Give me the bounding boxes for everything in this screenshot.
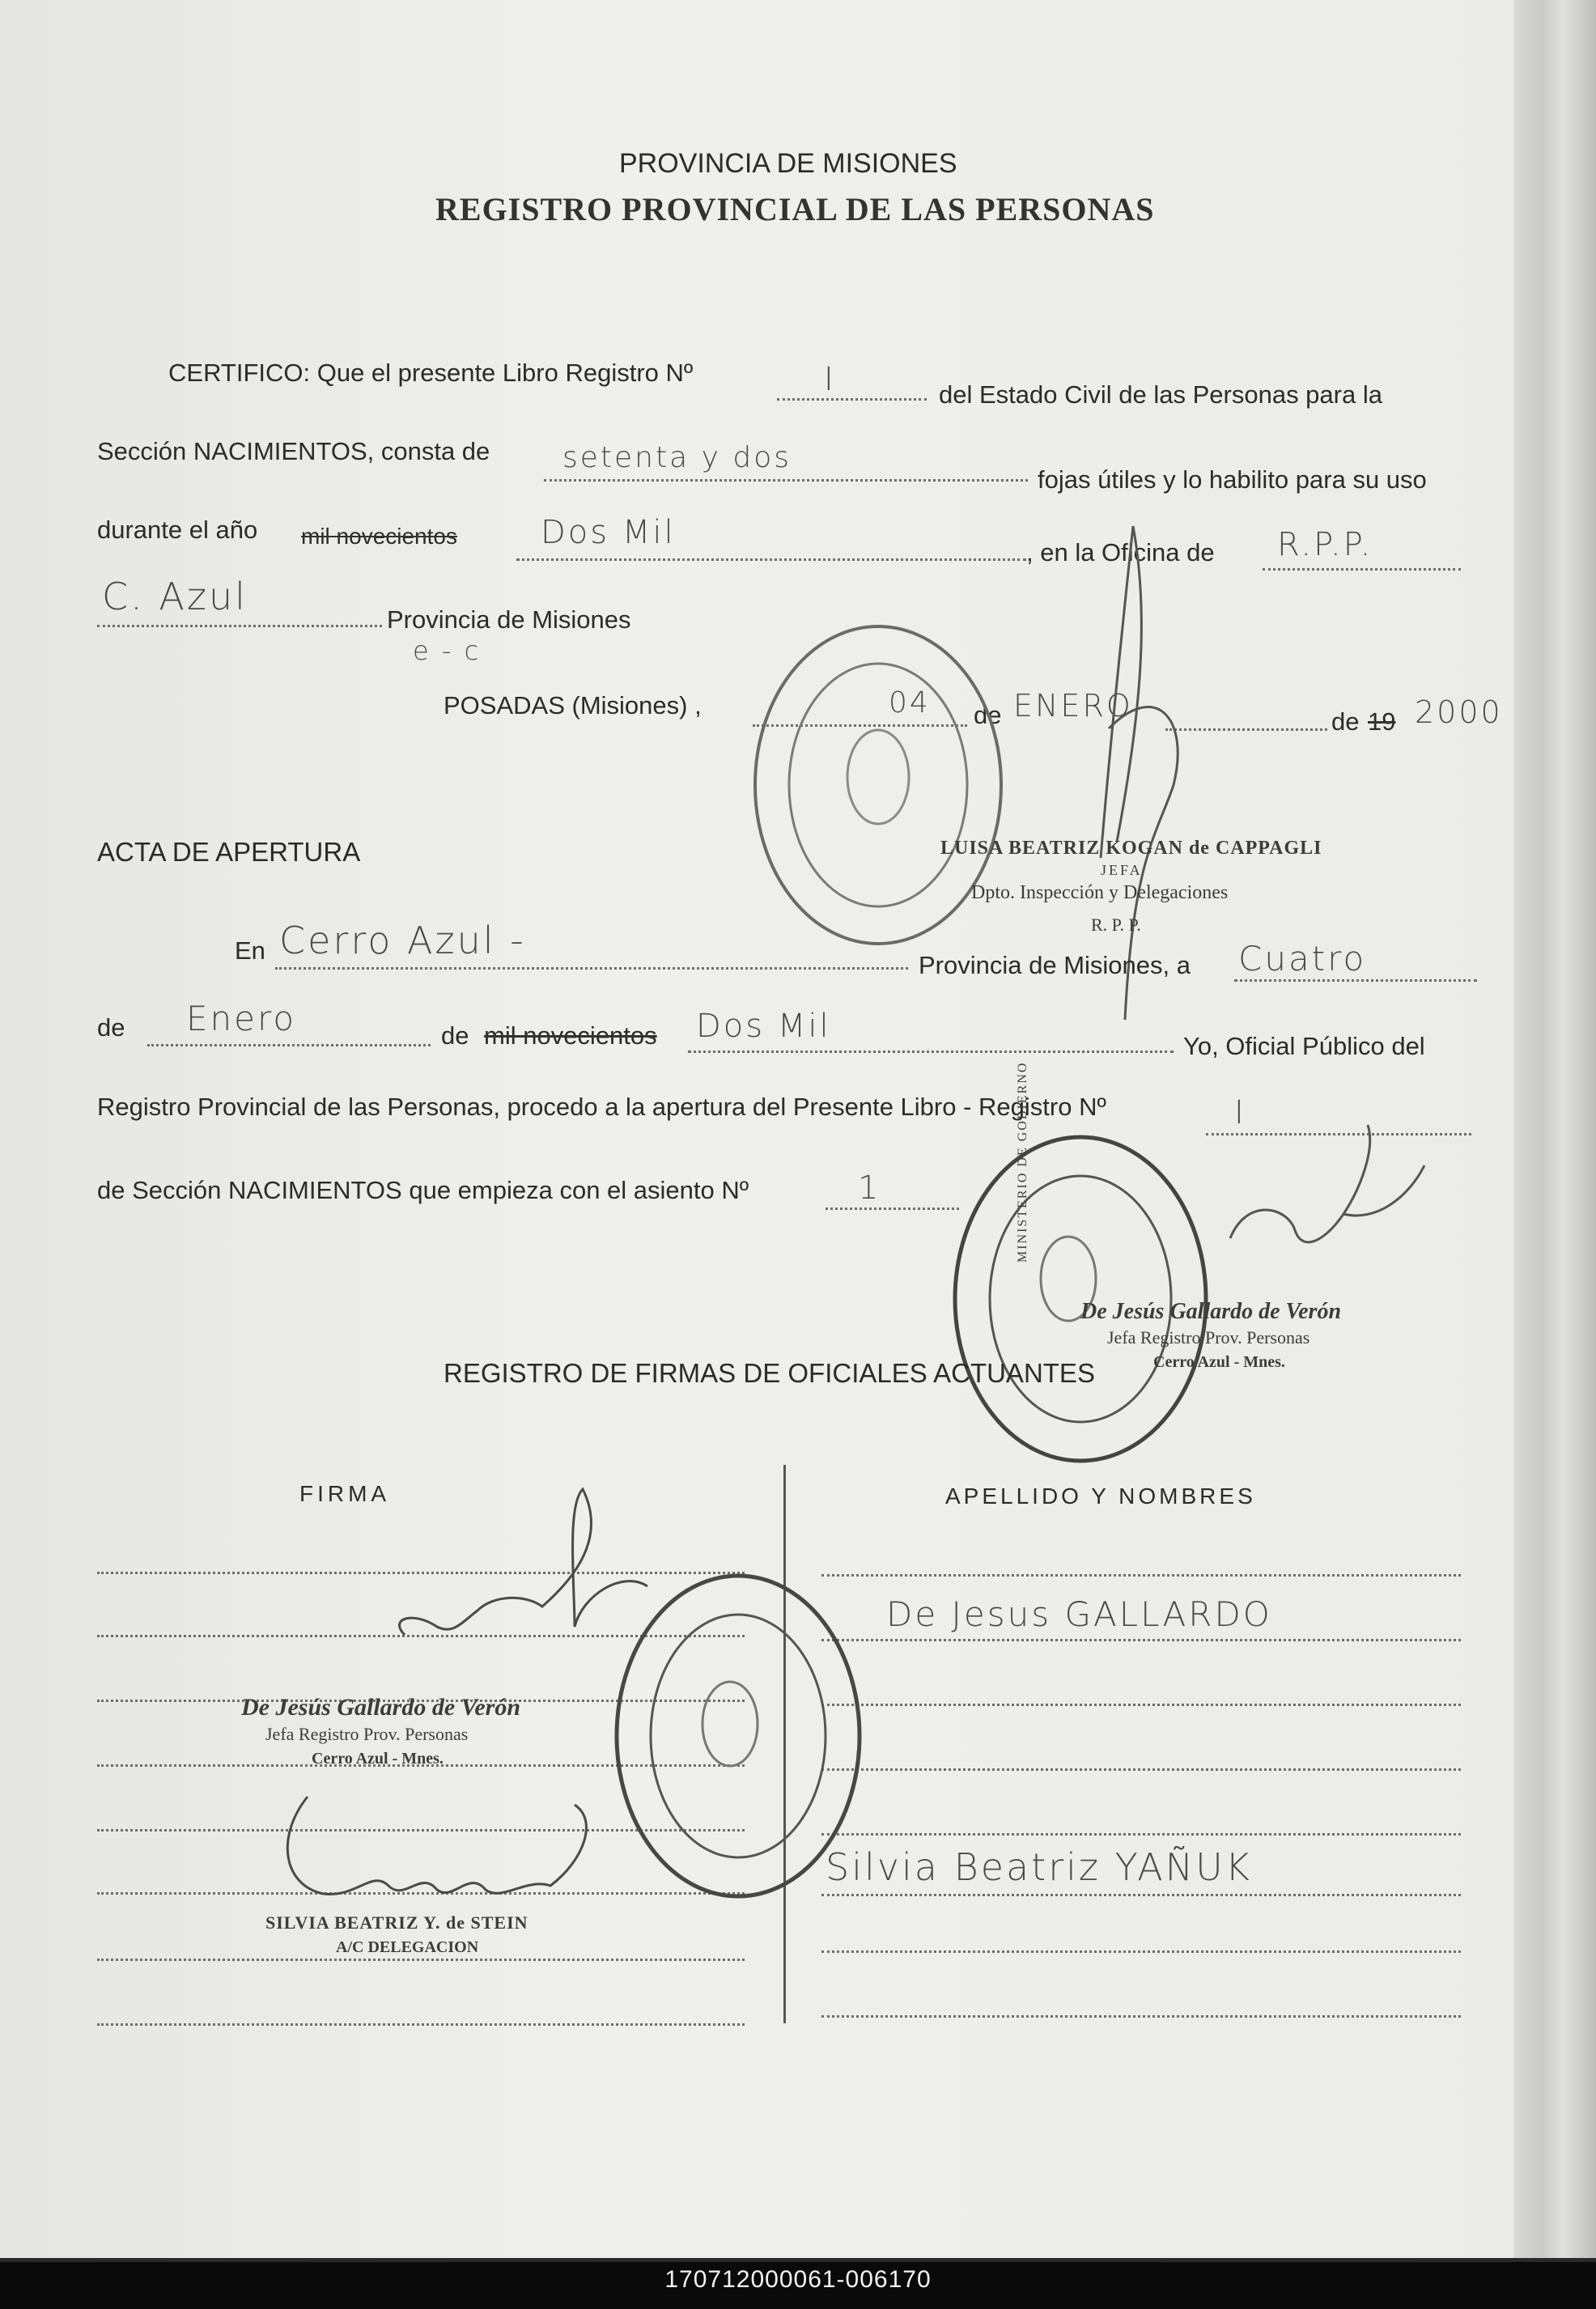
stein-stamp-role: A/C DELEGACION	[336, 1938, 479, 1956]
cert-office: R.P.P.	[1277, 526, 1373, 563]
opening-dotline	[1234, 979, 1477, 982]
date-year: 2000	[1415, 694, 1503, 730]
opening-dotline	[147, 1044, 431, 1046]
signature-scribble-2	[1214, 1117, 1457, 1295]
name-row-line	[821, 1833, 1461, 1836]
cert-line4-b: Provincia de Misiones	[387, 605, 631, 634]
opening-dotline	[688, 1051, 1174, 1053]
opening-entry-number: 1	[858, 1169, 881, 1207]
date-de-2: de	[1331, 707, 1360, 736]
column-apellido-nombres: APELLIDO Y NOMBRES	[945, 1483, 1256, 1509]
kogan-stamp-role: JEFA	[1101, 862, 1143, 878]
image-code: 170712000061-006170	[664, 2266, 932, 2293]
opening-day-word: Cuatro	[1238, 939, 1367, 978]
opening-dotline	[275, 967, 908, 970]
header-province: PROVINCIA DE MISIONES	[619, 148, 957, 179]
gallardo-stamp-role: Jefa Registro Prov. Personas	[1107, 1327, 1310, 1348]
kogan-stamp-dept: Dpto. Inspección y Delegaciones	[971, 882, 1229, 903]
opening-l1-b: Provincia de Misiones, a	[919, 951, 1191, 979]
opening-l2-a: de	[97, 1013, 125, 1042]
round-stamp-top	[745, 615, 1012, 955]
gallardo-stamp-place: Cerro Azul - Mnes.	[1153, 1353, 1285, 1371]
cert-line1-b: del Estado Civil de las Personas para la	[939, 380, 1382, 409]
opening-l2-c: Yo, Oficial Público del	[1183, 1032, 1425, 1060]
cert-struck-year: mil novecientos	[301, 524, 457, 549]
opening-dotline	[826, 1208, 959, 1210]
officer-signature-2	[259, 1789, 623, 1910]
officer-name-1: De Jesus GALLARDO	[886, 1594, 1272, 1634]
gallardo-firma-stamp-name: De Jesús Gallardo de Verón	[241, 1694, 521, 1721]
name-row-line	[821, 1639, 1461, 1641]
name-row-line	[821, 1704, 1461, 1706]
round-stamp-middle-text: MINISTERIO DE GOBIERNO	[1016, 1061, 1029, 1263]
gallardo-stamp-name: De Jesús Gallardo de Verón	[1080, 1299, 1342, 1324]
cert-book-number: I	[824, 361, 836, 398]
opening-l2-b: de	[441, 1021, 469, 1050]
cert-dotline	[97, 625, 382, 627]
signature-row-line	[97, 2023, 745, 2026]
kogan-stamp-abbr: R. P. P.	[1091, 915, 1141, 935]
officer-name-2: Silvia Beatriz YAÑUK	[826, 1845, 1252, 1889]
cert-line3-a: durante el año	[97, 516, 258, 544]
date-de-1: de	[974, 701, 1002, 729]
opening-l1-a: En	[235, 936, 265, 965]
opening-struck-year: mil novecientos	[484, 1021, 657, 1050]
cert-locality: C. Azul	[102, 575, 248, 618]
cert-dotline	[1263, 568, 1461, 571]
opening-locality: Cerro Azul -	[279, 919, 526, 962]
cert-dotline	[777, 398, 927, 401]
date-day: 04	[889, 686, 931, 719]
name-row-line	[821, 1574, 1461, 1577]
name-row-line	[821, 2015, 1461, 2018]
cert-line1-a: CERTIFICO: Que el presente Libro Registro Nº	[168, 359, 694, 387]
cert-dotline	[516, 558, 1026, 561]
name-row-line	[821, 1950, 1461, 1953]
date-month: ENERO	[1013, 688, 1133, 724]
cert-line2-a: Sección NACIMIENTOS, consta de	[97, 437, 490, 465]
date-place: POSADAS (Misiones) ,	[444, 691, 702, 719]
kogan-stamp-name: LUISA BEATRIZ KOGAN de CAPPAGLI	[940, 838, 1322, 859]
cert-year-handwritten: Dos Mil	[541, 514, 676, 551]
opening-month: Enero	[186, 999, 297, 1038]
cert-line2-b: fojas útiles y lo habilito para su uso	[1038, 465, 1427, 494]
opening-title: ACTA DE APERTURA	[97, 837, 361, 867]
opening-book-number: I	[1234, 1094, 1246, 1131]
opening-year-handwritten: Dos Mil	[696, 1008, 831, 1045]
gallardo-firma-stamp-place: Cerro Azul - Mnes.	[312, 1750, 444, 1768]
cert-note: e - c	[413, 635, 482, 666]
name-row-line	[821, 1768, 1461, 1771]
cert-pages-count: setenta y dos	[562, 441, 792, 474]
stein-stamp-name: SILVIA BEATRIZ Y. de STEIN	[265, 1912, 528, 1933]
header-registry: REGISTRO PROVINCIAL DE LAS PERSONAS	[435, 191, 1155, 227]
date-struck-century: 19	[1368, 707, 1396, 736]
signature-scribble-1	[1085, 518, 1214, 1020]
cert-line3-b: , en la Oficina de	[1026, 538, 1215, 567]
book-page-edge	[1513, 0, 1596, 2258]
cert-dotline	[544, 479, 1028, 482]
round-stamp-bottom	[609, 1566, 868, 1906]
opening-l3-a: Registro Provincial de las Personas, procedo a la apertura del Presente Libro - Registro Nº	[97, 1093, 1106, 1121]
column-firma: FIRMA	[299, 1481, 391, 1506]
signature-row-line	[97, 1959, 745, 1961]
name-row-line	[821, 1894, 1461, 1896]
signatures-title: REGISTRO DE FIRMAS DE OFICIALES ACTUANTES	[444, 1358, 1095, 1388]
gallardo-firma-stamp-role: Jefa Registro Prov. Personas	[265, 1724, 469, 1744]
opening-l4-a: de Sección NACIMIENTOS que empieza con el asiento Nº	[97, 1176, 749, 1204]
